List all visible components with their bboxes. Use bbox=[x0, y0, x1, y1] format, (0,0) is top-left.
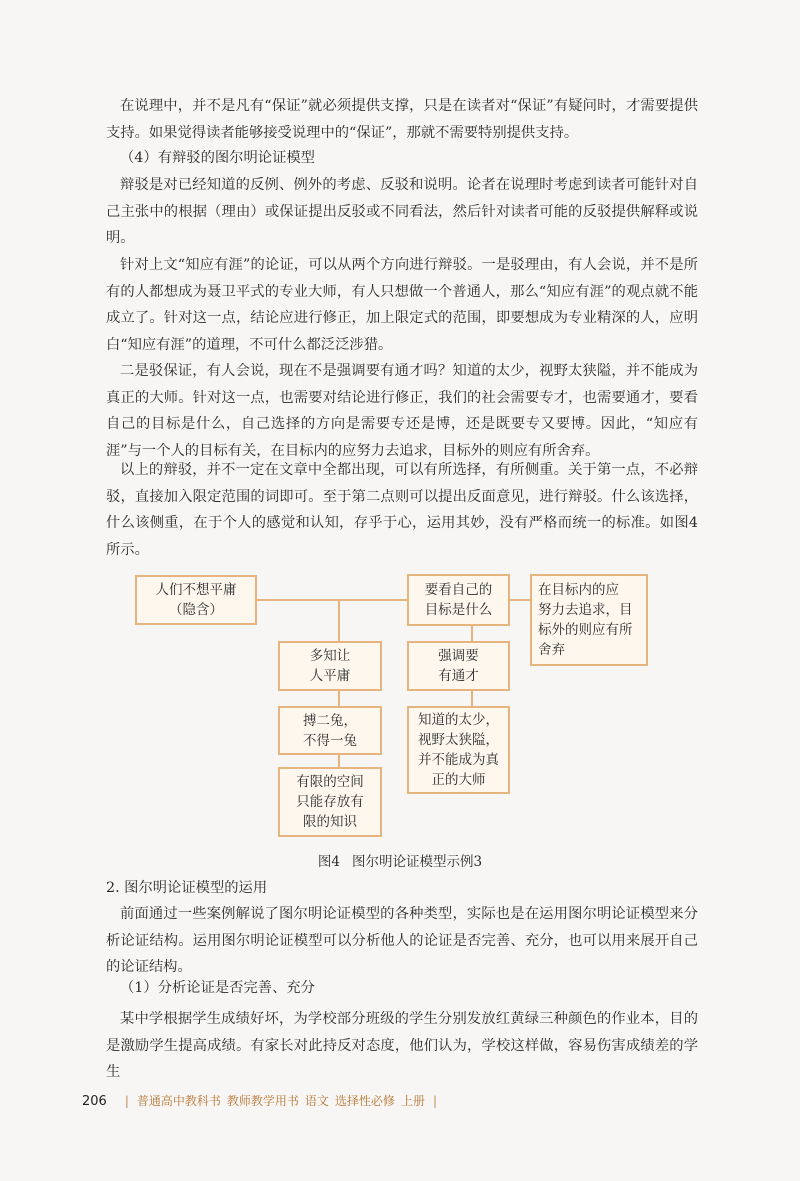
heading-analyze-argument: （1）分析论证是否完善、充分 bbox=[120, 980, 315, 996]
page-footer: 206 | 普通高中教科书 教师教学用书 语文 选择性必修 上册 | bbox=[82, 1094, 437, 1109]
reason-text-1: 多知让 人平庸 bbox=[309, 648, 351, 684]
connector-reason1-reason2 bbox=[338, 691, 340, 706]
footer-series: 普通高中教科书 bbox=[136, 1094, 221, 1108]
connector-goal-conclusion bbox=[510, 599, 530, 601]
reason-box-2 bbox=[278, 706, 382, 755]
paragraph-school-example: 某中学根据学生成绩好坏，为学校部分班级的学生分别发放红黄绿三种颜色的作业本，目的是激励学生提高成绩。有家长对此持反对态度，他们认为，学校这样做，容易伤害成绩差的学生 bbox=[106, 1011, 698, 1080]
conclusion-box bbox=[530, 574, 648, 666]
reason-box-1 bbox=[278, 641, 382, 691]
page-number: 206 bbox=[82, 1094, 107, 1109]
paragraph-rebut-warrant: 二是驳保证，有人会说，现在不是强调要有通才吗？知道的太少，视野太狭隘，并不能成为真正的大师。针对这一点，也需要对结论进行修正，我们的社会需要专才，也需要通才，要看自己的目标是什么，自己选择的方向是需要专还是博，还是既要专又要博。因此，“知应有涯”与一个人的目标有关，在目标内的应努力去追求，目标外的则应有所舍弃。 bbox=[106, 363, 698, 459]
rebuttal-box-1 bbox=[407, 641, 510, 691]
footer-book: 教师教学用书 bbox=[226, 1094, 299, 1108]
reason-box-3 bbox=[278, 767, 382, 837]
heading-model-application: 2. 图尔明论证模型的运用 bbox=[106, 880, 268, 896]
connector-rebuttal1-rebuttal2 bbox=[471, 691, 473, 706]
paragraph-application-intro: 前面通过一些案例解说了图尔明论证模型的各种类型，实际也是在运用图尔明论证模型来分析论证结构。运用图尔明论证模型可以分析他人的论证是否完善、充分，也可以用来展开自己的论证结构。 bbox=[106, 906, 698, 975]
paragraph-support: 在说理中，并不是凡有“保证”就必须提供支撑，只是在读者对“保证”有疑问时，才需要提供支持。如果觉得读者能够接受说理中的“保证”，那就不需要特别提供支持。 bbox=[106, 98, 698, 141]
goal-box bbox=[407, 574, 510, 626]
figure-title: 图尔明论证模型示例3 bbox=[352, 854, 483, 870]
rebuttal-text-2: 知道的太少， 视野太狭隘， 并不能成为真 正的大师 bbox=[418, 712, 499, 788]
rebuttal-box-2 bbox=[407, 706, 510, 794]
reason-text-3: 有限的空间 只能存放有 限的知识 bbox=[296, 774, 364, 830]
footer-volume: 选择性必修 bbox=[334, 1094, 395, 1108]
paragraph-rebuttal-directions: 针对上文“知应有涯”的论证，可以从两个方向进行辩驳。一是驳理由，有人会说，并不是所有的人都想成为聂卫平式的专业大师，有人只想做一个普通人，那么“知应有涯”的观点就不能成立了。针对这一点，结论应进行修正，加上限定式的范围，即要想成为专业精深的人，应明白“知应有涯”的道理，不可什么都泛泛涉猎。 bbox=[106, 257, 698, 353]
connector-warrant-goal bbox=[257, 599, 407, 601]
figure-caption bbox=[0, 852, 800, 872]
paragraph-rebuttal-definition: 辩驳是对已经知道的反例、例外的考虑、反驳和说明。论者在说理时考虑到读者可能针对自己主张中的根据（理由）或保证提出反驳或不同看法，然后针对读者可能的反驳提供解释或说明。 bbox=[106, 177, 698, 246]
rebuttal-text-1: 强调要 有通才 bbox=[438, 648, 479, 684]
footer-subject: 语文 bbox=[304, 1094, 329, 1108]
reason-text-2: 搏二兔， 不得一兔 bbox=[303, 712, 357, 749]
heading-rebuttal-model: （4）有辩驳的图尔明论证模型 bbox=[120, 150, 315, 166]
warrant-box bbox=[135, 575, 257, 625]
toulmin-diagram bbox=[135, 568, 655, 838]
conclusion-text: 在目标内的应 努力去追求，目 标外的则应有所 舍弃 bbox=[538, 582, 633, 658]
connector-reason2-reason3 bbox=[338, 755, 340, 767]
connector-left-vertical bbox=[338, 601, 340, 641]
figure-label: 图4 bbox=[317, 854, 340, 870]
goal-text: 要看自己的 目标是什么 bbox=[424, 582, 493, 618]
footer-part: 上册 bbox=[400, 1094, 425, 1108]
warrant-text: 人们不想平庸 （隐含） bbox=[155, 582, 237, 618]
paragraph-rebuttal-summary: 以上的辩驳，并不一定在文章中全都出现，可以有所选择，有所侧重。关于第一点，不必辩驳，直接加入限定范围的词即可。至于第二点则可以提出反面意见，进行辩驳。什么该选择，什么该侧重，在于个人的感觉和认知，存乎于心，运用其妙，没有严格而统一的标准。如图4所示。 bbox=[106, 462, 698, 558]
